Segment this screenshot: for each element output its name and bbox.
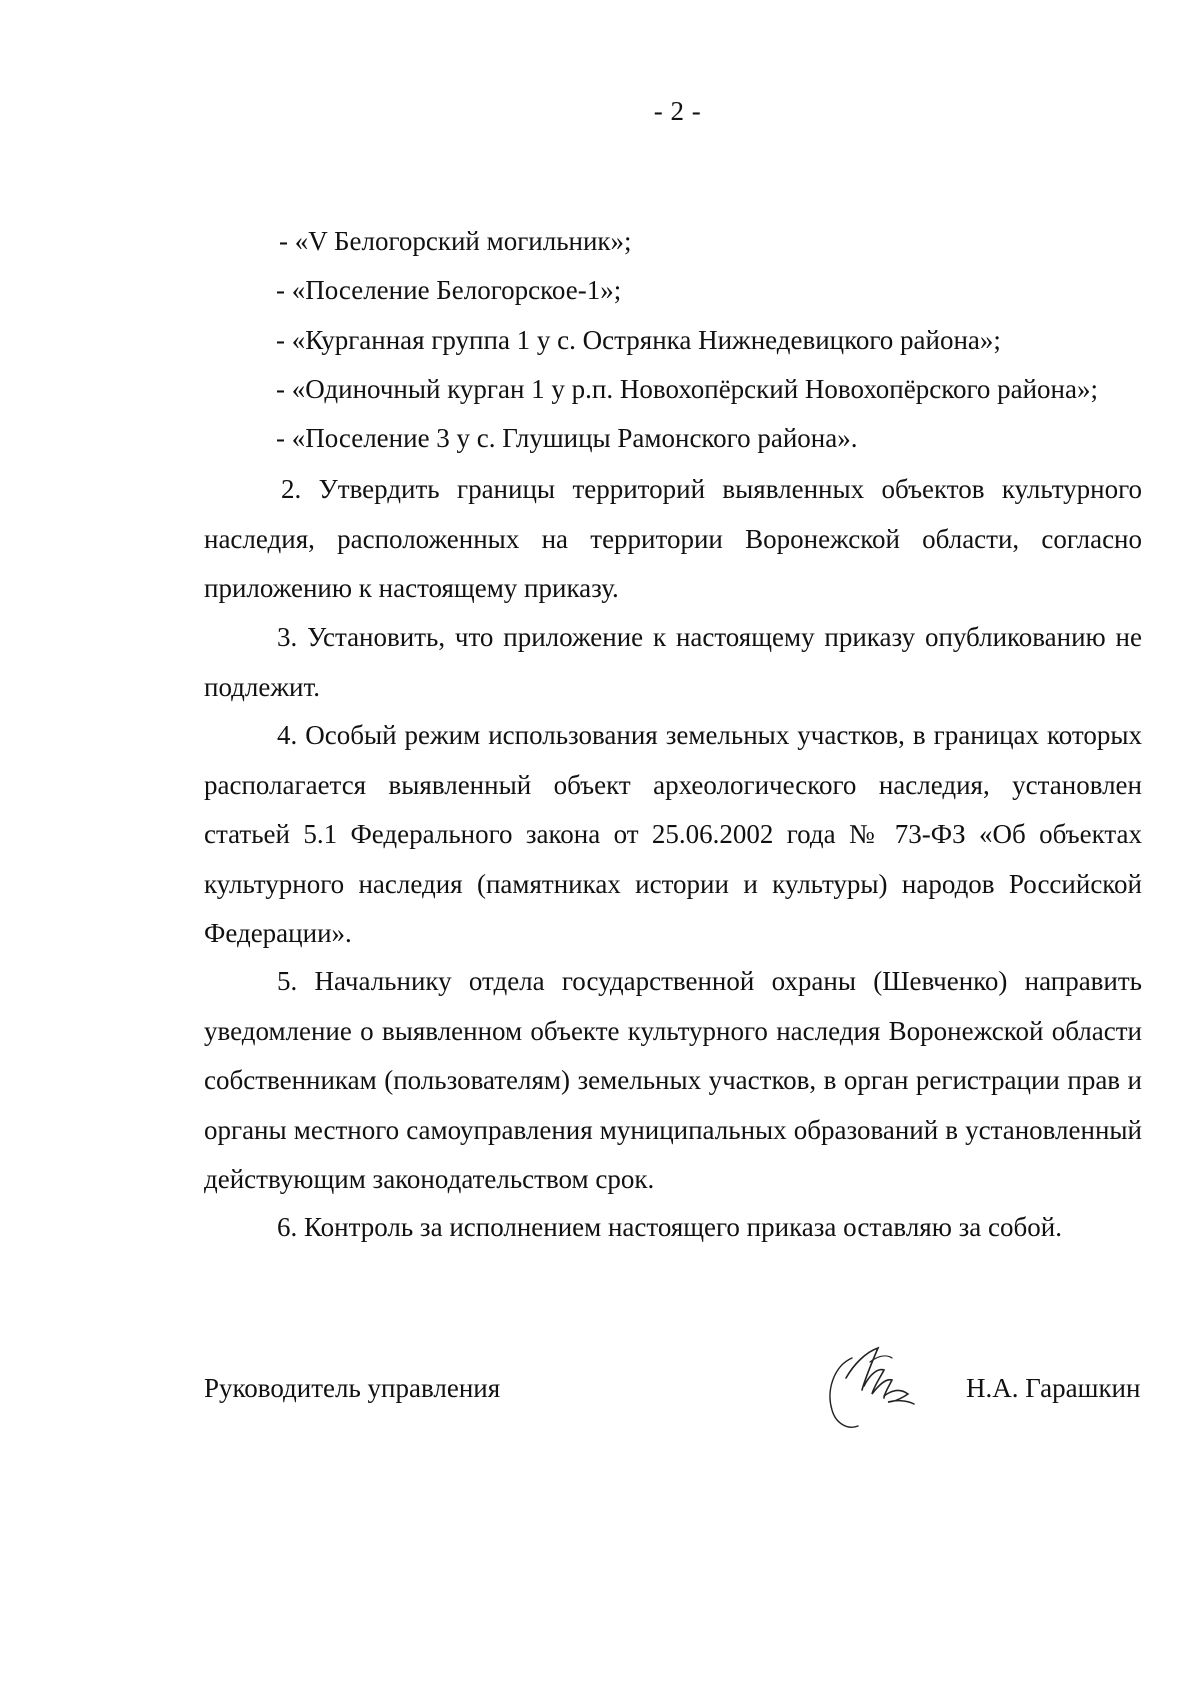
paragraph-6: 6. Контроль за исполнением настоящего приказа оставляю за собой. — [277, 1212, 1062, 1242]
paragraph-2: 2. Утвердить границы территорий выявленных объектов культурного наследия, расположенных на территории Воронежской области, согласно приложению к настоящему приказу. — [204, 474, 1142, 603]
paragraph-5: 5. Начальнику отдела государственной охраны (Шевченко) направить уведомление о выявленном объекте культурного наследия Воронежской области собственникам (пользователям) земельных участков, в орган регистрации прав и органы местного самоуправления муниципальных образований в установленный действующим законодательством срок. — [204, 966, 1142, 1194]
list-item: - «Поселение 3 у с. Глушицы Рамонского района». — [276, 423, 858, 453]
signatory-name: Н.А. Гарашкин — [966, 1373, 1141, 1403]
signatory-title: Руководитель управления — [204, 1373, 501, 1403]
paragraph-3: 3. Установить, что приложение к настоящему приказу опубликованию не подлежит. — [204, 622, 1142, 702]
handwritten-signature — [822, 1338, 922, 1433]
page-number: - 2 - — [653, 96, 702, 126]
paragraph-4: 4. Особый режим использования земельных участков, в границах которых располагается выявленный объект археологического наследия, установлен статьей 5.1 Федерального закона от 25.06.2002 года № 73-ФЗ «Об объектах культурного наследия (памятниках истории и культуры) народов Российской Федерации». — [204, 720, 1142, 948]
list-item: - «Одиночный курган 1 у р.п. Новохопёрский Новохопёрского района»; — [276, 374, 1098, 404]
list-item: - «Поселение Белогорское-1»; — [276, 275, 622, 305]
list-item: - «Курганная группа 1 у с. Острянка Нижнедевицкого района»; — [276, 325, 1001, 355]
list-item: - «V Белогорский могильник»; — [279, 226, 632, 256]
